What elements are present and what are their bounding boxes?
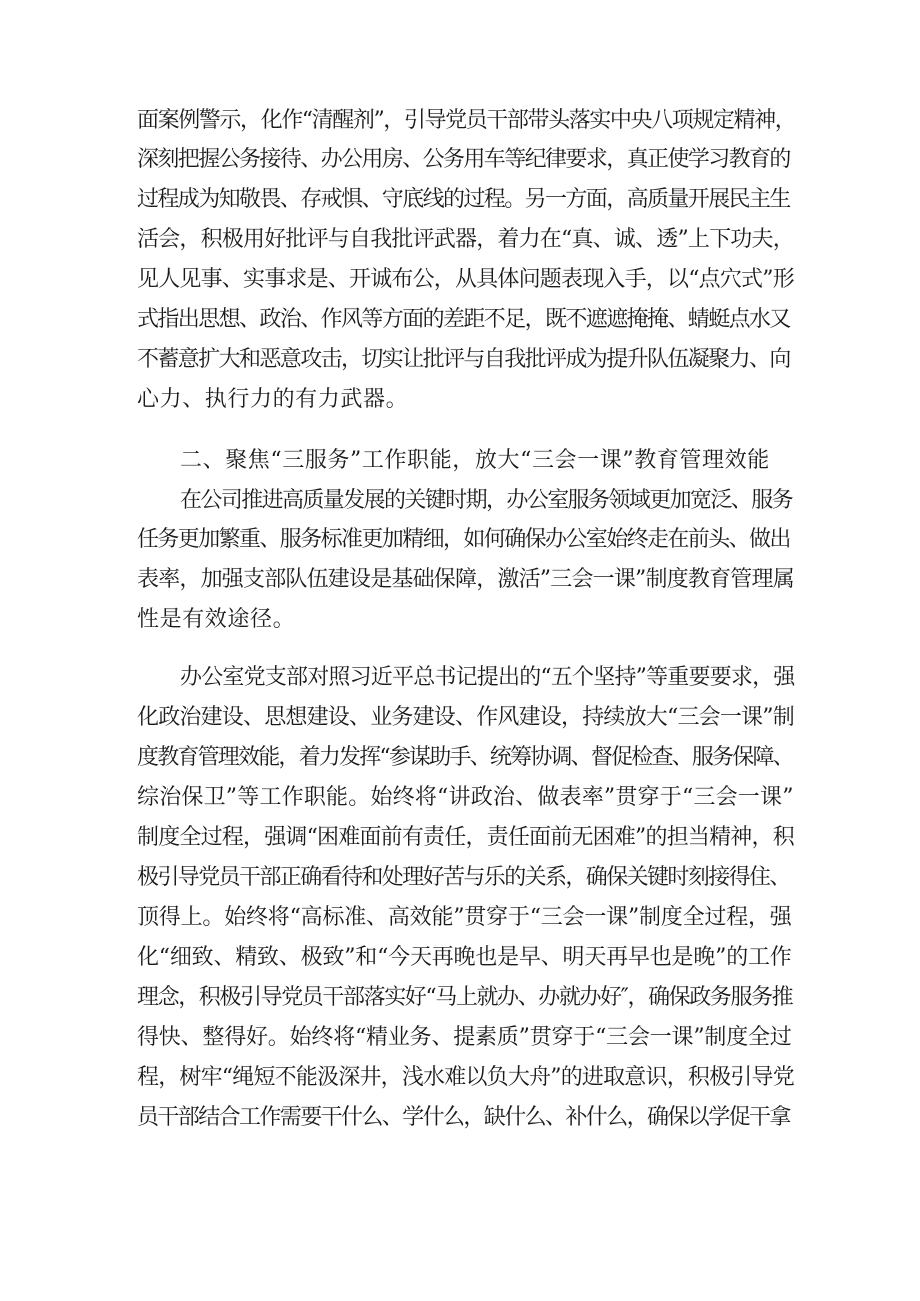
text-line: 极引导党员干部正确看待和处理好苦与乐的关系，确保关键时刻接得住、 xyxy=(137,865,790,890)
text-line: 面案例警示，化作“清醒剂”，引导党员干部带头落实中央八项规定精神， xyxy=(137,108,796,133)
text-line: 在公司推进高质量发展的关键时期，办公室服务领域更加宽泛、服务 xyxy=(180,488,793,513)
text-line: 见人见事、实事求是、开诚布公，从具体问题表现入手，以“点穴式”形 xyxy=(137,267,794,292)
section-heading: 二、聚焦“三服务”工作职能，放大“三会一课”教育管理效能 xyxy=(180,448,770,473)
text-line: 顶得上。始终将“高标准、高效能”贯穿于“三会一课”制度全过程，强 xyxy=(137,905,792,930)
text-line: 活会，积极用好批评与自我批评武器，着力在“真、诚、透”上下功夫， xyxy=(137,227,794,252)
text-line: 化“细致、精致、极致”和“今天再晚也是早、明天再早也是晚”的工作 xyxy=(137,945,792,970)
text-line: 性是有效途径。 xyxy=(137,607,296,632)
text-line: 表率，加强支部队伍建设是基础保障，激活”三会一课”制度教育管理属 xyxy=(137,567,794,592)
text-line: 理念，积极引导党员干部落实好“马上就办、办就办好″，确保政务服务推 xyxy=(137,985,793,1010)
text-line: 深刻把握公务接待、办公用房、公务用车等纪律要求，真正使学习教育的 xyxy=(137,147,790,172)
text-line: 过程成为知敬畏、存戒惧、守底线的过程。另一方面，高质量开展民主生 xyxy=(137,187,790,212)
text-line: 员干部结合工作需要干什么、学什么，缺什么、补什么，确保以学促干拿 xyxy=(137,1105,790,1130)
text-line: 心力、执行力的有力武器。 xyxy=(137,387,409,412)
text-line: 程，树牢“绳短不能汲深井，浅水难以负大舟”的进取意识，积极引导党 xyxy=(137,1065,794,1090)
text-line: 化政治建设、思想建设、业务建设、作风建设，持续放大“三会一课”制 xyxy=(137,705,794,730)
text-line: 综治保卫”等工作职能。始终将“讲政治、做表率”贯穿于“三会一课” xyxy=(137,785,794,810)
text-line: 式指出思想、政治、作风等方面的差距不足，既不遮遮掩掩、蜻蜓点水又 xyxy=(137,307,790,332)
text-line: 任务更加繁重、服务标准更加精细，如何确保办公室始终走在前头、做出 xyxy=(137,527,790,552)
text-line: 制度全过程，强调“困难面前有责任，责任面前无困难”的担当精神，积 xyxy=(137,825,794,850)
text-line: 不蓄意扩大和恶意攻击，切实让批评与自我批评成为提升队伍凝聚力、向 xyxy=(137,347,790,372)
text-line: 度教育管理效能，着力发挥“参谋助手、统筹协调、督促检查、服务保障、 xyxy=(137,745,793,770)
text-line: 得快、整得好。始终将“精业务、提素质”贯穿于“三会一课”制度全过 xyxy=(137,1025,792,1050)
text-line: 办公室党支部对照习近平总书记提出的“五个坚持”等重要要求，强 xyxy=(180,665,795,690)
